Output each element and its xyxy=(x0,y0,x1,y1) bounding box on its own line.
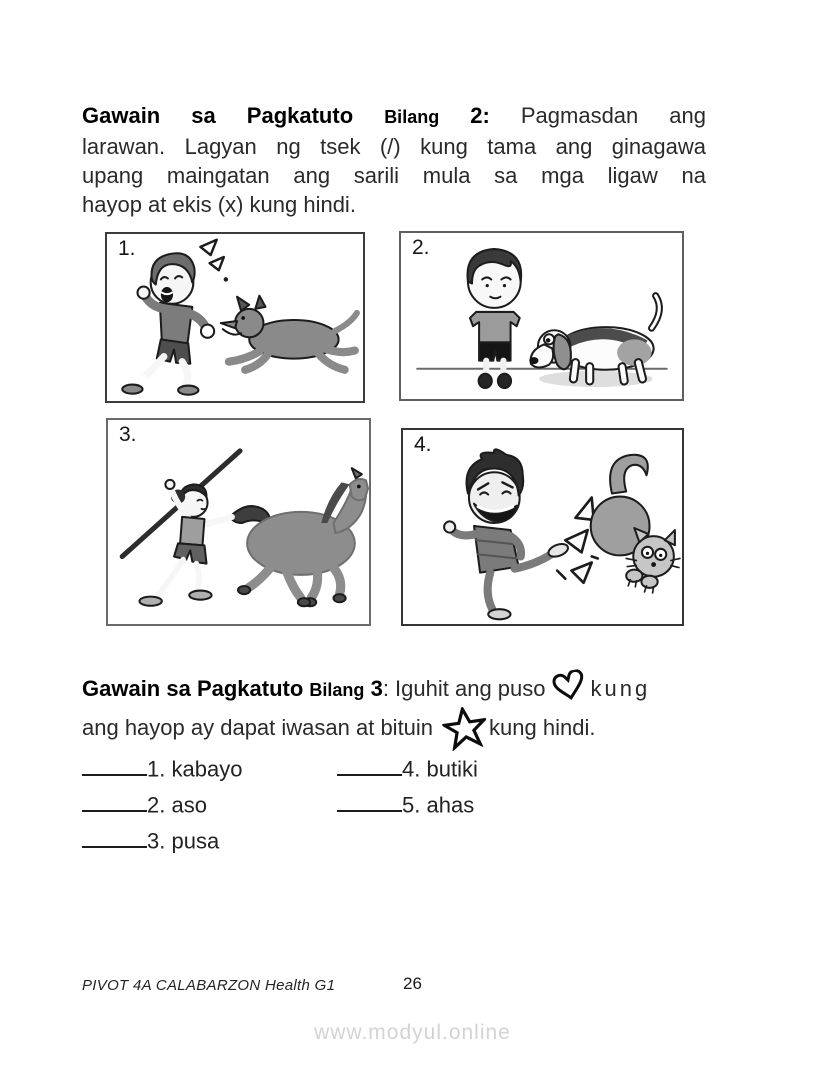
answer-blank xyxy=(337,752,402,776)
girl-pulling-horse-tail-illustration xyxy=(108,420,369,624)
activity2-line2: larawan. Lagyan ng tsek (/) kung tama ang ginagawa xyxy=(82,134,706,159)
heart-outline-icon xyxy=(549,668,588,703)
picture-box-4 xyxy=(401,428,684,626)
activity3-instructions xyxy=(82,671,732,749)
activity3-line1: Gawain sa Pagkatuto Bilang 3: Iguhit ang puso kung xyxy=(82,671,732,707)
boy-standing-dog-sniffing-illustration xyxy=(401,233,682,399)
answer-blank xyxy=(82,824,147,848)
answer-blank xyxy=(337,788,402,812)
picture-number: 3. xyxy=(119,423,137,446)
activity2-line4: hayop at ekis (x) kung hindi. xyxy=(82,192,356,217)
page-number: 26 xyxy=(403,974,422,993)
list-item-butiki: 4. butiki xyxy=(337,752,478,788)
list-item-kabayo: 1. kabayo xyxy=(82,752,242,788)
footer-module-title: PIVOT 4A CALABARZON Health G1 xyxy=(82,977,336,994)
list-item-ahas: 5. ahas xyxy=(337,788,478,824)
picture-box-2 xyxy=(399,231,684,401)
activity2-instructions xyxy=(82,101,706,219)
picture-number: 2. xyxy=(412,236,430,259)
activity2-title: Gawain sa Pagkatuto Bilang 2: xyxy=(82,103,490,128)
activity2-line3: upang maingatan ang sarili mula sa mga ligaw na xyxy=(82,163,706,188)
answer-list-left xyxy=(82,752,242,860)
star-outline-icon xyxy=(440,704,489,752)
picture-number: 4. xyxy=(414,433,432,456)
picture-box-3 xyxy=(106,418,371,626)
picture-box-1 xyxy=(105,232,365,403)
activity3-title: Gawain sa Pagkatuto Bilang 3 xyxy=(82,676,383,701)
answer-blank xyxy=(82,752,147,776)
activity3-line2: ang hayop ay dapat iwasan at bituin kung hindi. xyxy=(82,707,732,749)
picture-number: 1. xyxy=(118,237,136,260)
list-item-pusa: 3. pusa xyxy=(82,824,242,860)
list-item-aso: 2. aso xyxy=(82,788,242,824)
answer-blank xyxy=(82,788,147,812)
activity2-line1: Gawain sa Pagkatuto Bilang 2: Pagmasdan ang xyxy=(82,103,707,128)
boy-kicking-cat-illustration xyxy=(403,430,682,624)
watermark-text: www.modyul.online xyxy=(314,1021,511,1044)
answer-list-right xyxy=(337,752,478,824)
boy-running-from-dog-illustration xyxy=(107,234,363,401)
